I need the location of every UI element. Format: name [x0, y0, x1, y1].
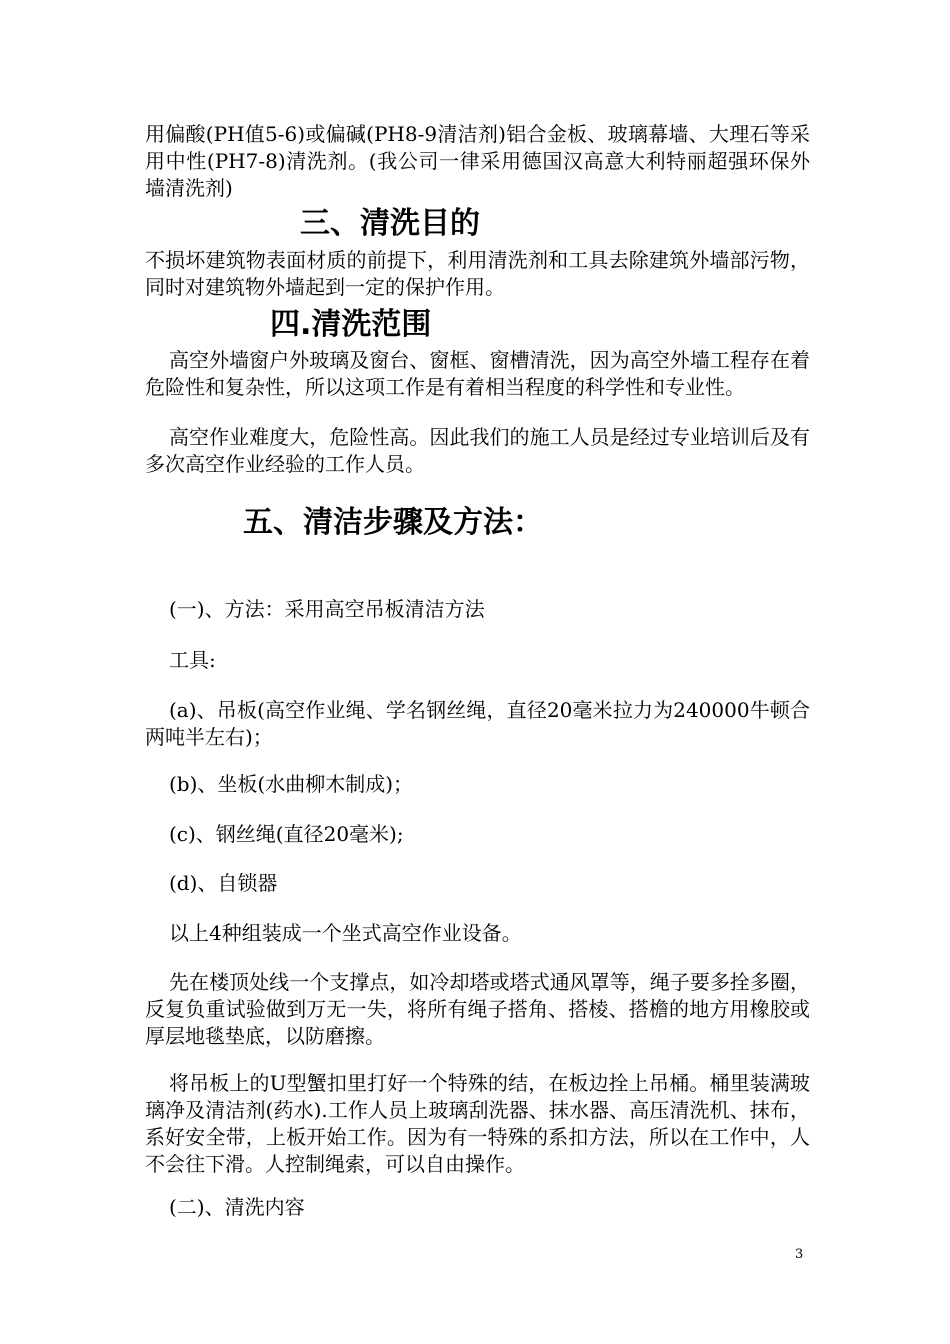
paragraph-cleaning-agents: 用偏酸(PH值5-6)或偏碱(PH8-9清洁剂)铝合金板、玻璃幕墙、大理石等采用中性(PH7-8)清洗剂。(我公司一律采用德国汉高意大利特丽超强环保外墙清洗剂) [145, 122, 810, 200]
paragraph-cleaning-scope: 高空外墙窗户外玻璃及窗台、窗框、窗槽清洗，因为高空外墙工程存在着危险性和复杂性，所以这项工作是有着相当程度的科学性和专业性。 [145, 348, 810, 399]
list-item-tool-a: (a)、吊板(高空作业绳、学名钢丝绳，直径20毫米拉力为240000牛顿合两吨半左右)； [145, 698, 810, 749]
paragraph-anchor-setup: 先在楼顶处线一个支撑点，如冷却塔或塔式通风罩等，绳子要多拴多圈，反复负重试验做到万无一失，将所有绳子搭角、搭棱、搭檐的地方用橡胶或厚层地毯垫底，以防磨擦。 [145, 970, 810, 1048]
list-item-tool-b: (b)、坐板(水曲柳木制成)； [169, 772, 414, 796]
list-item-tool-d: (d)、自锁器 [169, 871, 278, 895]
paragraph-equipment-summary: 以上4种组装成一个坐式高空作业设备。 [169, 921, 522, 945]
heading-cleaning-purpose: 三、清洗目的 [300, 206, 480, 241]
paragraph-tools-label: 工具: [169, 648, 216, 672]
heading-cleaning-scope: 四.清洗范围 [270, 307, 432, 342]
page-number: 3 [795, 1247, 804, 1262]
paragraph-operation: 将吊板上的U型蟹扣里打好一个特殊的结，在板边拴上吊桶。桶里装满玻璃净及清洁剂(药水).工作人员上玻璃刮洗器、抹水器、高压清洗机、抹布，系好安全带，上板开始工作。因为有一特殊的系扣方法，所以在工作中，人不会往下滑。人控制绳索，可以自由操作。 [145, 1071, 810, 1176]
list-item-tool-c: (c)、钢丝绳(直径20毫米); [169, 822, 404, 846]
heading-cleaning-steps: 五、清洁步骤及方法： [243, 505, 543, 540]
paragraph-cleaning-content: (二)、清洗内容 [169, 1195, 305, 1219]
paragraph-method: (一)、方法：采用高空吊板清洁方法 [169, 597, 485, 621]
paragraph-cleaning-purpose: 不损坏建筑物表面材质的前提下，利用清洗剂和工具去除建筑外墙部污物，同时对建筑物外墙起到一定的保护作用。 [145, 248, 810, 299]
paragraph-work-difficulty: 高空作业难度大，危险性高。因此我们的施工人员是经过专业培训后及有多次高空作业经验的工作人员。 [145, 425, 810, 476]
